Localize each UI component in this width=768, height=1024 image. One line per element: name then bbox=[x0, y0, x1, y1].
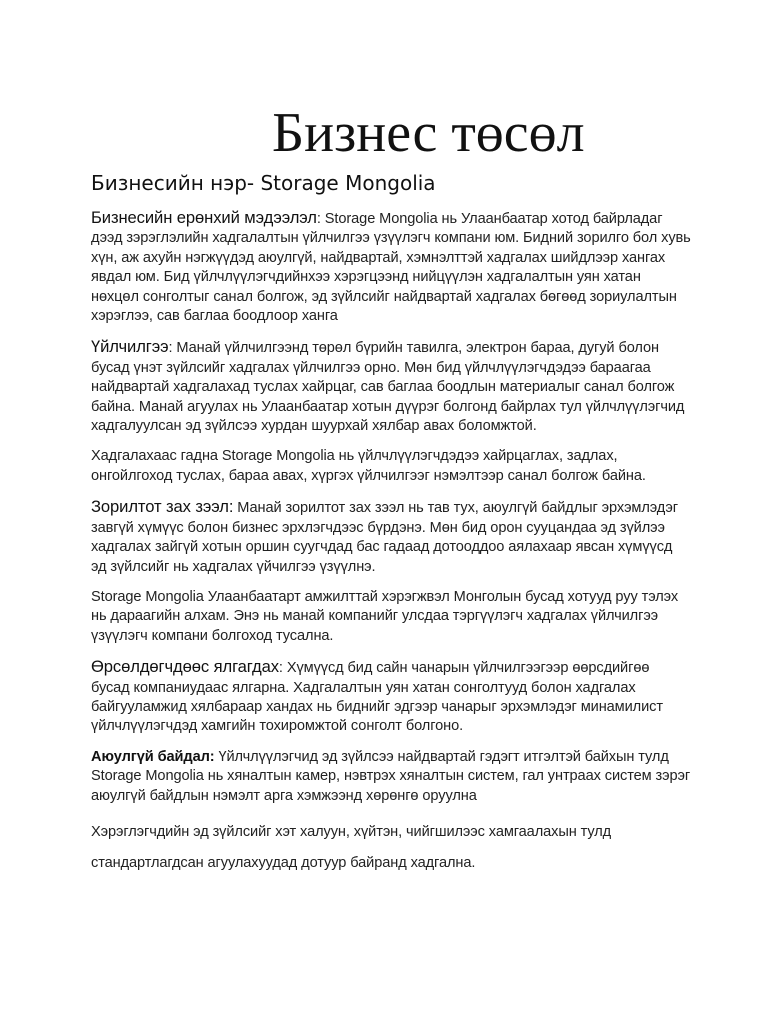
section-lead: Өрсөлдөгчдөөс ялгагдах bbox=[91, 657, 279, 677]
section-extra-services bbox=[91, 447, 691, 486]
document-body bbox=[91, 208, 691, 890]
section-target-market bbox=[91, 497, 691, 577]
section-text: Хэрэглэгчдийн эд зүйлсийг хэт халуун, хүйтэн, чийгшилээс хамгаалахын тулд стандартлагдсан агуулахуудад дотуур байранд хадгална. bbox=[91, 823, 612, 871]
document-title: Бизнес төсөл bbox=[272, 102, 585, 164]
section-lead: Зорилтот зах зээл: bbox=[91, 497, 234, 517]
section-text: Storage Mongolia Улаанбаатарт амжилттай хэрэгжвэл Монголын бусад хотууд руу тэлэх нь дараагийн алхам. Энэ нь манай компанийг улсдаа тэргүүлэгч хадгалах үйлчилгээ үзүүлэгч компани болгоход тусална. bbox=[91, 588, 679, 644]
section-storage-conditions bbox=[91, 817, 691, 879]
section-expansion bbox=[91, 588, 691, 646]
section-lead: Аюулгүй байдал: bbox=[91, 748, 215, 765]
section-general-info bbox=[91, 208, 691, 326]
section-security bbox=[91, 748, 691, 806]
section-text: : Манай үйлчилгээнд төрөл бүрийн тавилга, электрон бараа, дугуй болон бусад үнэт зүйлсийг хадгалах үйлчилгээ орно. Мөн бид үйлчлүүлэгчдэдээ бараагаа найдвартай хадгалахад туслах хайрцаг, сав баглаа боодлын материалыг санал болгож байна. Манай агуулах нь Улаанбаатар хотын дүүрэг болгонд байрлах тул үйлчлүүлэгчид хадгалуулсан эд зүйлсээ хурдан шуурхай хялбар авах боломжтой. bbox=[91, 340, 685, 435]
section-text: : Storage Mongolia нь Улаанбаатар хотод байрладаг дээд зэрэглэлийн хадгалалтын үйлчилгээ үзүүлэгч компани юм. Бидний зорилго бол хувь хүн, аж ахуйн нэгжүүдэд аюулгүй, найдвартай, хэмнэлттэй хадгалах шийдлээр хангах явдал юм. Бид үйлчлүүлэгчдийнхээ хэрэгцээнд нийцүүлэн хадгалалтын уян хатан нөхцөл сонголтыг санал болгож, эд зүйлсийг найдвартай хадгалах бөгөөд зориулалтын хэрэглээ, сав баглаа боодлоор ханга bbox=[91, 211, 691, 325]
section-text: Манай зорилтот зах зээл нь тав тух, аюулгүй байдлыг эрхэмлэдэг завгүй хүмүүс болон бизнес эрхлэгчдээс бүрдэнэ. Мөн бид орон сууцандаа эд зүйлээ хадгалах зайгүй хотын оршин суугчдад бас гадаад дотооддоо аялахаар явсан хүмүүсд эд зүйлсийг нь хадгалах үйчилгээ үзүүлнэ. bbox=[91, 500, 678, 575]
business-name-heading: Бизнесийн нэр- Storage Mongolia bbox=[91, 171, 436, 195]
section-differentiation bbox=[91, 657, 691, 737]
section-lead: Бизнесийн ерөнхий мэдээлэл bbox=[91, 208, 317, 227]
section-services bbox=[91, 337, 691, 436]
section-text: Үйлчлүүлэгчид эд зүйлсээ найдвартай гэдэгт итгэлтэй байхын тулд Storage Mongolia нь хяналтын камер, нэвтрэх хяналтын систем, гал унтраах систем зэрэг аюулгүй байдлын нэмэлт арга хэмжээнд хөрөнгө оруулна bbox=[91, 748, 691, 804]
section-text: Хадгалахаас гадна Storage Mongolia нь үйлчлүүлэгчдэдээ хайрцаглах, задлах, онгойлгоход туслах, бараа авах, хүргэх үйлчилгээг нэмэлтээр санал болгож байна. bbox=[91, 448, 646, 484]
section-lead: Үйлчилгээ bbox=[91, 337, 169, 357]
section-text: : Хүмүүсд бид сайн чанарын үйлчилгээгээр өөрсдийгөө бусад компаниудаас ялгарна. Хадгалалтын уян хатан сонголтууд болон хадгалах байгууламжид хялбараар хандах нь биднийг эдгээр чанарыг эрхэмлэдэг минамилист үйлчлүүлэгчдэд хамгийн тохиромжтой сонголт болгоно. bbox=[91, 660, 663, 735]
